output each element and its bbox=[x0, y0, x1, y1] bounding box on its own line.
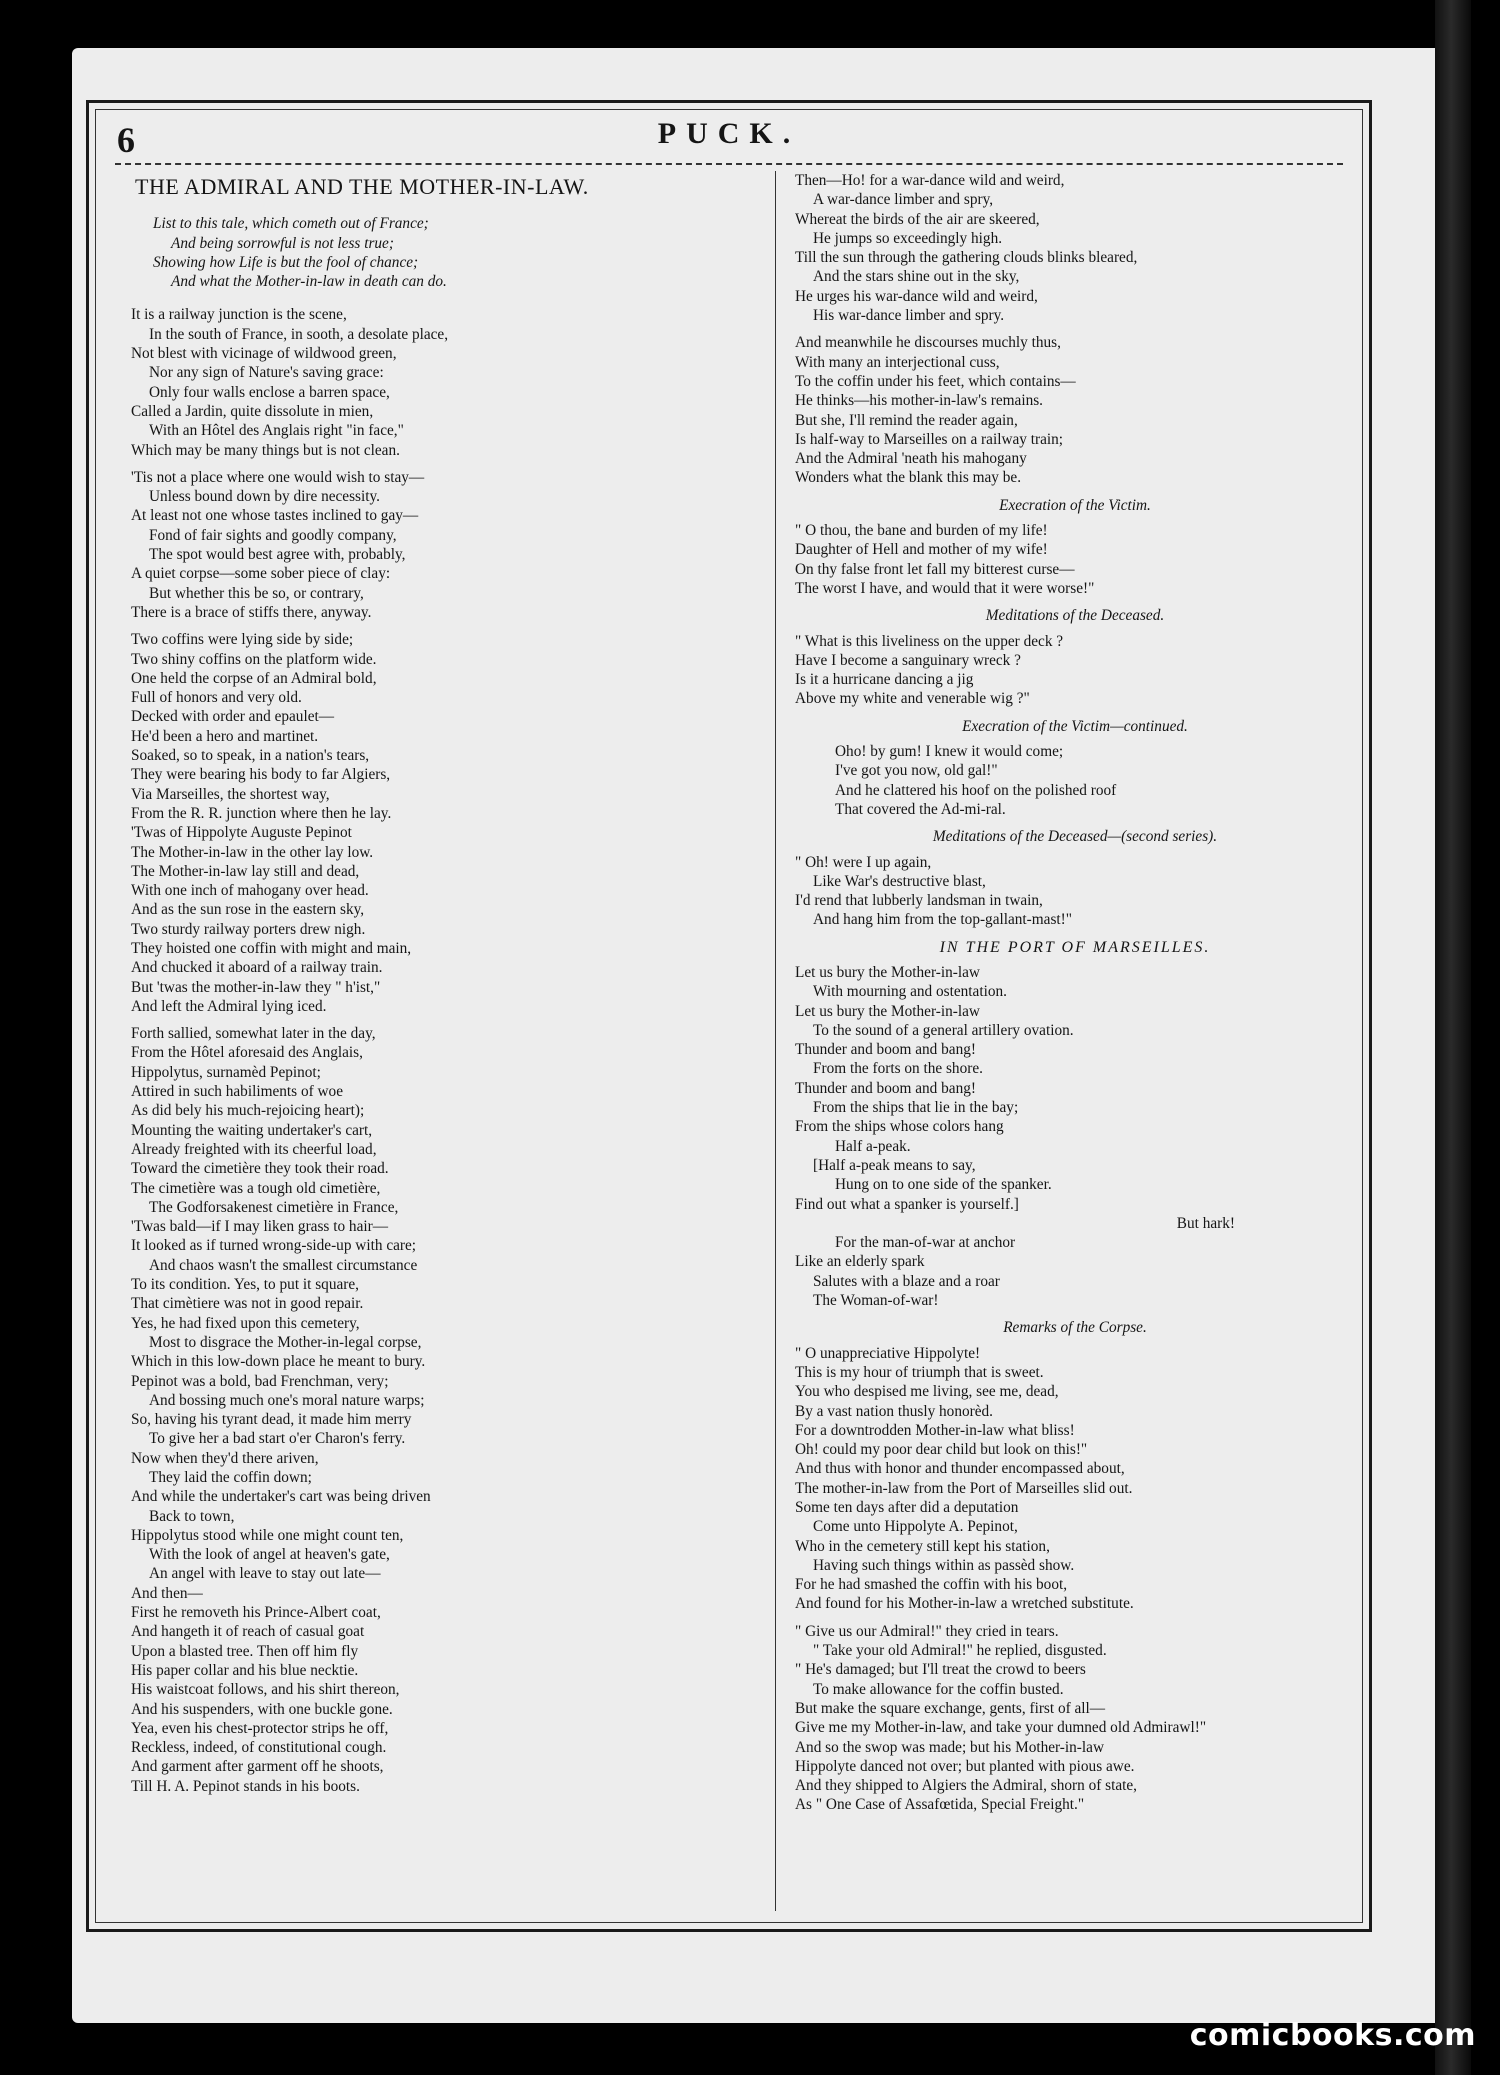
poem-line: Two coffins were lying side by side; bbox=[131, 631, 354, 649]
poem-line: From the ships whose colors hang bbox=[795, 1118, 1004, 1136]
poem-line: You who despised me living, see me, dead, bbox=[795, 1383, 1059, 1401]
page-frame bbox=[86, 100, 1372, 1932]
poem-line: And so the swop was made; but his Mother-in-law bbox=[795, 1738, 1104, 1756]
poem-line: " Oh! were I up again, bbox=[795, 853, 932, 871]
poem-line: Called a Jardin, quite dissolute in mien, bbox=[131, 402, 374, 420]
poem-line: He urges his war-dance wild and weird, bbox=[795, 287, 1038, 305]
poem-line: And chaos wasn't the smallest circumstance bbox=[149, 1256, 418, 1274]
poem-line: But hark! bbox=[1176, 1214, 1235, 1232]
poem-line: Mounting the waiting undertaker's cart, bbox=[131, 1121, 373, 1139]
stanza-meditations bbox=[795, 632, 1355, 709]
poem-line: But 'twas the mother-in-law they " h'ist," bbox=[131, 978, 381, 996]
stanza-meanwhile bbox=[795, 333, 1355, 487]
poem-line: Let us bury the Mother-in-law bbox=[795, 1002, 980, 1020]
poem-line: And chucked it aboard of a railway train. bbox=[131, 959, 383, 977]
poem-line: And he clattered his hoof on the polished roof bbox=[835, 781, 1117, 799]
poem-line: Most to disgrace the Mother-in-legal corpse, bbox=[149, 1333, 422, 1351]
poem-line: Some ten days after did a deputation bbox=[795, 1499, 1019, 1516]
poem-line: And hangeth it of reach of casual goat bbox=[131, 1623, 365, 1641]
column-divider bbox=[775, 171, 776, 1911]
poem-line: " He's damaged; but I'll treat the crowd to beers bbox=[795, 1661, 1086, 1679]
poem-line: " Give us our Admiral!" they cried in tears. bbox=[795, 1622, 1059, 1640]
poem-line: " O thou, the bane and burden of my life! bbox=[795, 522, 1048, 540]
poem-line: And meanwhile he discourses muchly thus, bbox=[795, 334, 1061, 352]
poem-line: Two shiny coffins on the platform wide. bbox=[131, 650, 377, 668]
poem-line: They hoisted one coffin with might and main, bbox=[131, 939, 412, 957]
intro-line: And what the Mother-in-law in death can do. bbox=[171, 273, 447, 291]
poem-line: With one inch of mahogany over head. bbox=[131, 882, 369, 900]
poem-line: And as the sun rose in the eastern sky, bbox=[131, 901, 365, 919]
poem-line: His waistcoat follows, and his shirt thereon, bbox=[131, 1681, 400, 1699]
page-number: 6 bbox=[117, 120, 136, 160]
poem-line: The Godforsakenest cimetière in France, bbox=[149, 1198, 399, 1216]
masthead-title: PUCK. bbox=[657, 117, 801, 150]
poem-line: 'Twas bald—if I may liken grass to hair— bbox=[131, 1218, 388, 1236]
poem-line: As did bely his much-rejoicing heart); bbox=[131, 1102, 365, 1120]
poem-line: Daughter of Hell and mother of my wife! bbox=[795, 541, 1048, 559]
poem-line: Full of honors and very old. bbox=[131, 689, 302, 707]
poem-line: There is a brace of stiffs there, anyway. bbox=[131, 603, 372, 621]
poem-line: He thinks—his mother-in-law's remains. bbox=[795, 392, 1044, 410]
poem-line: I've got you now, old gal!" bbox=[835, 762, 998, 780]
stanza bbox=[131, 305, 751, 459]
poem-line: The Mother-in-law lay still and dead, bbox=[131, 862, 360, 880]
poem-line: An angel with leave to stay out late— bbox=[149, 1565, 381, 1583]
poem-line: The mother-in-law from the Port of Marseilles slid out. bbox=[795, 1479, 1133, 1497]
poem-line: To the coffin under his feet, which contains— bbox=[795, 372, 1076, 390]
section-heading: Meditations of the Deceased. bbox=[985, 607, 1165, 625]
poem-line: Fond of fair sights and goodly company, bbox=[149, 526, 397, 544]
poem-line: Nor any sign of Nature's saving grace: bbox=[149, 364, 384, 382]
poem-line: Not blest with vicinage of wildwood green, bbox=[131, 345, 397, 363]
intro-line: List to this tale, which cometh out of France; bbox=[153, 215, 429, 233]
stanza bbox=[131, 630, 751, 1016]
stanza bbox=[131, 468, 751, 622]
poem-line: The worst I have, and would that it were worse!" bbox=[795, 579, 1095, 597]
poem-line: Have I become a sanguinary wreck ? bbox=[795, 651, 1021, 669]
poem-line: First he removeth his Prince-Albert coat, bbox=[131, 1604, 381, 1622]
poem-line: But make the square exchange, gents, first of all— bbox=[795, 1699, 1106, 1717]
poem-line: [Half a-peak means to say, bbox=[813, 1156, 976, 1174]
stanza-execration bbox=[795, 521, 1355, 598]
poem-line: Yes, he had fixed upon this cemetery, bbox=[131, 1314, 360, 1332]
poem-line: Oho! by gum! I knew it would come; bbox=[835, 743, 1064, 761]
poem-line: Unless bound down by dire necessity. bbox=[149, 488, 380, 506]
poem-line: It is a railway junction is the scene, bbox=[131, 306, 347, 324]
stanza-meditations-second bbox=[795, 853, 1355, 930]
poem-line: Oh! could my poor dear child but look on this!" bbox=[795, 1441, 1088, 1459]
poem-line: Soaked, so to speak, in a nation's tears, bbox=[131, 747, 370, 765]
poem-line: I'd rend that lubberly landsman in twain, bbox=[795, 892, 1043, 910]
poem-line: Forth sallied, somewhat later in the day, bbox=[131, 1025, 376, 1043]
poem-line: Come unto Hippolyte A. Pepinot, bbox=[813, 1518, 1018, 1536]
poem-line: For he had smashed the coffin with his boot, bbox=[795, 1576, 1068, 1594]
left-column bbox=[131, 171, 751, 1804]
poem-line: Whereat the birds of the air are skeered, bbox=[795, 210, 1040, 228]
poem-line: By a vast nation thusly honorèd. bbox=[795, 1402, 993, 1420]
poem-line: Attired in such habiliments of woe bbox=[131, 1083, 343, 1101]
poem-line: For the man-of-war at anchor bbox=[835, 1234, 1016, 1252]
poem-line: 'Tis not a place where one would wish to stay— bbox=[131, 468, 425, 486]
watermark-logo: comicbooks.com bbox=[1189, 2018, 1476, 2053]
poem-line: They were bearing his body to far Algiers, bbox=[131, 766, 391, 784]
poem-line: He jumps so exceedingly high. bbox=[813, 229, 1003, 247]
poem-line: But she, I'll remind the reader again, bbox=[795, 411, 1018, 429]
poem-line: Yea, even his chest-protector strips he off, bbox=[131, 1719, 389, 1737]
poem-line: Till the sun through the gathering clouds blinks bleared, bbox=[795, 249, 1138, 267]
poem-line: His paper collar and his blue necktie. bbox=[131, 1661, 359, 1679]
poem-line: The cimetière was a tough old cimetière, bbox=[131, 1179, 381, 1197]
poem-line: On thy false front let fall my bitterest curse— bbox=[795, 560, 1075, 578]
poem-line: Like War's destructive blast, bbox=[813, 872, 986, 890]
poem-line: And his suspenders, with one buckle gone. bbox=[131, 1700, 393, 1718]
poem-line: Give me my Mother-in-law, and take your dumned old Admirawl!" bbox=[795, 1719, 1207, 1737]
page-header bbox=[115, 117, 1343, 160]
poem-line: Till H. A. Pepinot stands in his boots. bbox=[131, 1777, 360, 1795]
poem-line: And they shipped to Algiers the Admiral, shorn of state, bbox=[795, 1777, 1138, 1795]
poem-line: Thunder and boom and bang! bbox=[795, 1041, 976, 1059]
poem-line: Hung on to one side of the spanker. bbox=[835, 1176, 1052, 1194]
book-spine bbox=[1435, 0, 1471, 2075]
poem-line: At least not one whose tastes inclined to gay— bbox=[131, 507, 419, 525]
poem-line: To make allowance for the coffin busted. bbox=[813, 1680, 1064, 1698]
stanza-war-dance bbox=[795, 171, 1355, 325]
poem-line: " O unappreciative Hippolyte! bbox=[795, 1344, 981, 1362]
poem-line: Above my white and venerable wig ?" bbox=[795, 690, 1030, 708]
poem-line: Hippolyte danced not over; but planted with pious awe. bbox=[795, 1757, 1135, 1775]
stanza-execration-continued bbox=[795, 742, 1355, 819]
poem-line: In the south of France, in sooth, a desolate place, bbox=[149, 325, 449, 343]
poem-line: Find out what a spanker is yourself.] bbox=[795, 1195, 1019, 1213]
poem-line: From the ships that lie in the bay; bbox=[813, 1099, 1019, 1117]
poem-line: " Take your old Admiral!" he replied, disgusted. bbox=[813, 1642, 1107, 1660]
poem-line: Is it a hurricane dancing a jig bbox=[795, 671, 974, 689]
poem-line: A war-dance limber and spry, bbox=[813, 191, 994, 209]
stanza bbox=[131, 1024, 751, 1796]
stanza-finale bbox=[795, 1622, 1355, 1815]
section-heading: IN THE PORT OF MARSEILLES. bbox=[939, 938, 1211, 956]
poem-line: Toward the cimetière they took their road. bbox=[131, 1160, 389, 1178]
poem-line: Hippolytus, surnamèd Pepinot; bbox=[131, 1063, 321, 1081]
intro-line: And being sorrowful is not less true; bbox=[171, 234, 394, 252]
poem-line: Hippolytus stood while one might count ten, bbox=[131, 1526, 404, 1544]
poem-line: This is my hour of triumph that is sweet. bbox=[795, 1363, 1044, 1381]
left-stanzas bbox=[131, 305, 751, 1796]
poem-line: To the sound of a general artillery ovation. bbox=[813, 1021, 1074, 1039]
poem-line: And while the undertaker's cart was being driven bbox=[131, 1488, 431, 1506]
poem-line: To give her a bad start o'er Charon's ferry. bbox=[149, 1430, 406, 1448]
poem-line: And thus with honor and thunder encompassed about, bbox=[795, 1460, 1125, 1478]
poem-line: And hang him from the top-gallant-mast!" bbox=[813, 911, 1073, 929]
poem-line: Wonders what the blank this may be. bbox=[795, 469, 1022, 487]
poem-line: The Mother-in-law in the other lay low. bbox=[131, 843, 374, 861]
poem-line: Is half-way to Marseilles on a railway train; bbox=[795, 430, 1064, 448]
poem-line: And found for his Mother-in-law a wretched substitute. bbox=[795, 1595, 1134, 1613]
poem-line: Now when they'd there ariven, bbox=[131, 1449, 319, 1467]
poem-line: That covered the Ad-mi-ral. bbox=[835, 800, 1006, 818]
poem-line: From the R. R. junction where then he lay. bbox=[131, 804, 392, 822]
poem-line: Then—Ho! for a war-dance wild and weird, bbox=[795, 172, 1065, 189]
poem-line: Who in the cemetery still kept his station, bbox=[795, 1537, 1050, 1555]
poem-line: The Woman-of-war! bbox=[813, 1292, 939, 1310]
poem-line: Via Marseilles, the shortest way, bbox=[131, 785, 330, 803]
section-heading: Execration of the Victim—continued. bbox=[962, 717, 1188, 735]
poem-line: One held the corpse of an Admiral bold, bbox=[131, 669, 377, 687]
poem-line: " What is this liveliness on the upper deck ? bbox=[795, 632, 1064, 650]
poem-line: And left the Admiral lying iced. bbox=[131, 997, 327, 1015]
poem-line: And then— bbox=[131, 1584, 203, 1602]
poem-line: It looked as if turned wrong-side-up with care; bbox=[131, 1237, 417, 1255]
poem-line: Already freighted with its cheerful load, bbox=[131, 1140, 377, 1158]
poem-line: That cimètiere was not in good repair. bbox=[131, 1295, 364, 1313]
poem-line: He'd been a hero and martinet. bbox=[131, 727, 319, 745]
stanza-port-of-marseilles bbox=[795, 963, 1355, 1310]
poem-line: With the look of angel at heaven's gate, bbox=[149, 1546, 390, 1564]
poem-line: Reckless, indeed, of constitutional cough. bbox=[131, 1739, 387, 1757]
poem-line: And the stars shine out in the sky, bbox=[813, 268, 1020, 286]
poem-line: Only four walls enclose a barren space, bbox=[149, 383, 390, 401]
poem-line: From the forts on the shore. bbox=[813, 1060, 983, 1078]
poem-line: From the Hôtel aforesaid des Anglais, bbox=[131, 1044, 363, 1062]
poem-line: Back to town, bbox=[149, 1507, 235, 1525]
poem-line: Which may be many things but is not clean. bbox=[131, 441, 400, 459]
intro-line: Showing how Life is but the fool of chance; bbox=[153, 253, 419, 271]
poem-line: To its condition. Yes, to put it square, bbox=[131, 1276, 359, 1294]
poem-line: Let us bury the Mother-in-law bbox=[795, 963, 980, 981]
poem-line: For a downtrodden Mother-in-law what bliss! bbox=[795, 1421, 1075, 1439]
poem-line: With an Hôtel des Anglais right "in face," bbox=[149, 422, 404, 440]
poem-title: THE ADMIRAL AND THE MOTHER-IN-LAW. bbox=[135, 174, 589, 199]
stanza-remarks-corpse bbox=[795, 1344, 1355, 1614]
poem-line: And the Admiral 'neath his mahogany bbox=[795, 450, 1027, 468]
poem-line: Salutes with a blaze and a roar bbox=[813, 1272, 1000, 1290]
poem-line: And garment after garment off he shoots, bbox=[131, 1758, 384, 1776]
poem-line: Thunder and boom and bang! bbox=[795, 1079, 976, 1097]
section-heading: Remarks of the Corpse. bbox=[1003, 1319, 1147, 1337]
poem-line: With mourning and ostentation. bbox=[813, 983, 1007, 1001]
poem-line: But whether this be so, or contrary, bbox=[149, 584, 364, 602]
poem-line: With many an interjectional cuss, bbox=[795, 353, 1000, 371]
section-heading: Meditations of the Deceased—(second series). bbox=[932, 828, 1218, 846]
header-rule bbox=[115, 163, 1343, 165]
right-column bbox=[795, 171, 1355, 1823]
poem-line: So, having his tyrant dead, it made him merry bbox=[131, 1411, 412, 1429]
poem-line: A quiet corpse—some sober piece of clay: bbox=[131, 565, 391, 583]
poem-line: Which in this low-down place he meant to bury. bbox=[131, 1353, 426, 1371]
poem-line: Decked with order and epaulet— bbox=[131, 708, 335, 726]
poem-line: They laid the coffin down; bbox=[149, 1469, 312, 1486]
poem-line: Two sturdy railway porters drew nigh. bbox=[131, 920, 366, 938]
poem-line: And bossing much one's moral nature warps; bbox=[149, 1391, 425, 1409]
poem-line: Like an elderly spark bbox=[795, 1253, 925, 1271]
poem-line: Half a-peak. bbox=[835, 1137, 911, 1155]
poem-line: 'Twas of Hippolyte Auguste Pepinot bbox=[131, 824, 352, 842]
poem-line: Upon a blasted tree. Then off him fly bbox=[131, 1642, 359, 1660]
poem-line: As " One Case of Assafœtida, Special Freight." bbox=[795, 1796, 1085, 1814]
poem-line: Pepinot was a bold, bad Frenchman, very; bbox=[131, 1372, 389, 1390]
section-heading: Execration of the Victim. bbox=[999, 496, 1151, 514]
poem-line: His war-dance limber and spry. bbox=[813, 307, 1005, 325]
poem-line: Having such things within as passèd show. bbox=[813, 1556, 1075, 1574]
poem-intro bbox=[153, 214, 751, 291]
poem-line: The spot would best agree with, probably, bbox=[149, 546, 406, 564]
